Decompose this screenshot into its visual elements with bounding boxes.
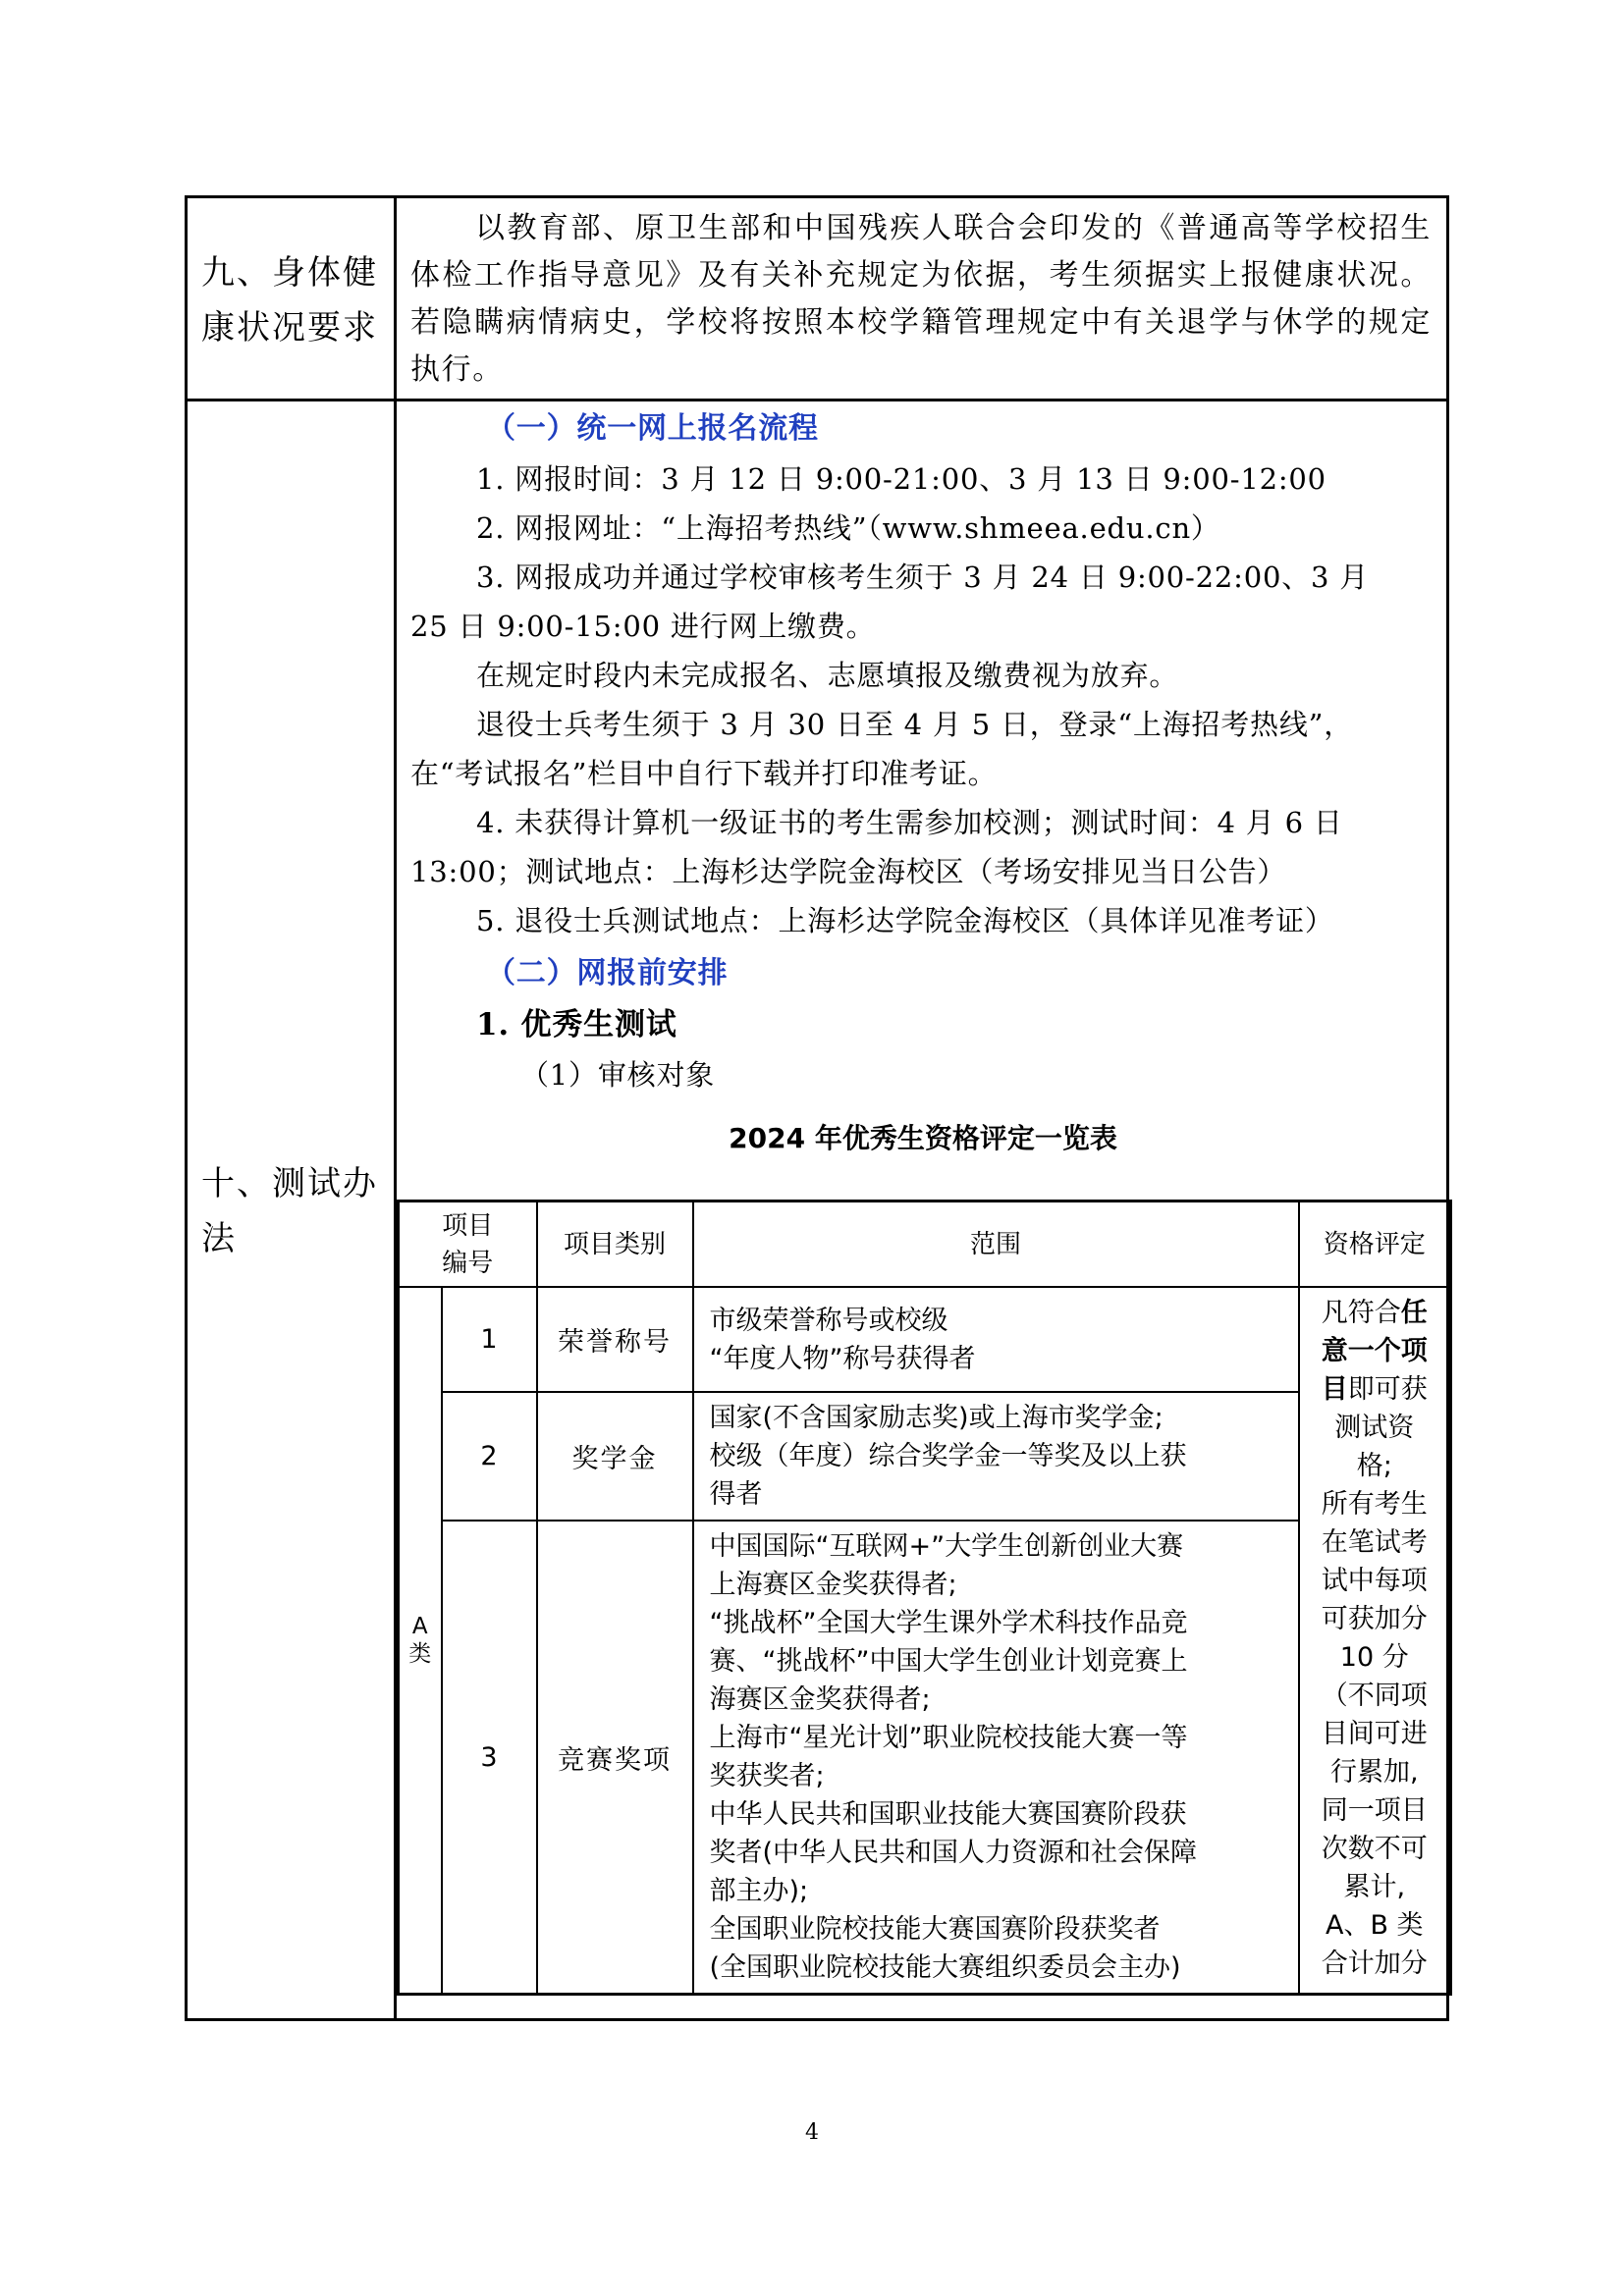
scope-line: 上海市“星光计划”职业院校技能大赛一等 [709, 1723, 1188, 1753]
scope-line: 市级荣誉称号或校级 [709, 1305, 948, 1336]
qualification-table [397, 1200, 1452, 1996]
header-text: 编号 [442, 1248, 494, 1278]
qualification-line [1300, 1332, 1450, 1370]
outer-table-row-divider [185, 399, 1449, 401]
scope-line: “年度人物”称号获得者 [709, 1343, 976, 1374]
section10-line: 13:00；测试地点：上海杉达学院金海校区（考场安排见当日公告） [410, 855, 1287, 888]
subsection-heading: （一）统一网上报名流程 [486, 411, 819, 446]
scope-line: 奖者(中华人民共和国人力资源和社会保障 [709, 1838, 1198, 1868]
header-scope: 范围 [693, 1201, 1299, 1288]
row-number: 3 [442, 1521, 537, 1995]
section10-label-line: 法 [201, 1219, 237, 1258]
section10-line: 4. 未获得计算机一级证书的考生需参加校测；测试时间：4 月 6 日 [476, 806, 1343, 839]
table-header-row [399, 1201, 1451, 1288]
section9-label-line: 康状况要求 [201, 308, 378, 347]
class-label-suffix: 类 [408, 1641, 432, 1667]
section10-line: 3. 网报成功并通过学校审核考生须于 3 月 24 日 9:00-22:00、3 月 [476, 561, 1370, 594]
qualification-line: 同一项目 [1321, 1795, 1428, 1826]
class-label: A [411, 1614, 428, 1639]
scope-line: 国家(不含国家励志奖)或上海市奖学金; [709, 1403, 1164, 1433]
section10-line: 5. 退役士兵测试地点：上海杉达学院金海校区（具体详见准考证） [476, 904, 1334, 937]
page-number: 4 [805, 2120, 819, 2145]
scope-line: 上海赛区金奖获得者; [709, 1570, 957, 1600]
qualification-line: A、B 类 [1325, 1910, 1424, 1941]
scope-line: 全国职业院校技能大赛国赛阶段获奖者 [709, 1914, 1161, 1945]
scope-line: 中华人民共和国职业技能大赛国赛阶段获 [709, 1799, 1187, 1830]
header-qualification: 资格评定 [1299, 1201, 1451, 1288]
qualification-line: 在笔试考 [1321, 1527, 1428, 1558]
qualification-line: 目间可进 [1321, 1719, 1428, 1749]
class-label-cell [399, 1287, 442, 1995]
row-category: 竞赛奖项 [537, 1521, 693, 1995]
scope-line: 校级（年度）综合奖学金一等奖及以上获 [709, 1441, 1187, 1471]
row-number: 1 [442, 1287, 537, 1392]
section10-line: （1）审核对象 [520, 1058, 716, 1092]
scope-line: “挑战杯”全国大学生课外学术科技作品竞 [709, 1608, 1188, 1638]
header-text: 项目 [442, 1210, 494, 1241]
qualification-line: 格; [1356, 1451, 1392, 1481]
qualification-line: 可获加分 [1321, 1604, 1428, 1634]
scope-line: 部主办); [709, 1876, 809, 1906]
section10-line: 在规定时段内未完成报名、志愿填报及缴费视为放弃。 [476, 659, 1179, 692]
row-scope [693, 1392, 1299, 1521]
qualification-line: 合计加分 [1321, 1949, 1428, 1979]
section10-label [201, 1156, 388, 1266]
scope-line: 得者 [709, 1479, 763, 1510]
section9-content [410, 205, 1432, 394]
qualification-line [1300, 1294, 1450, 1332]
table-title: 2024 年优秀生资格评定一览表 [729, 1122, 1117, 1154]
qualification-text: 凡符合 [1321, 1298, 1401, 1328]
scope-line: 奖获奖者; [709, 1761, 825, 1791]
scope-line: 海赛区金奖获得者; [709, 1684, 931, 1715]
section10-line: 25 日 9:00-15:00 进行网上缴费。 [410, 610, 876, 643]
qualification-line: （不同项 [1321, 1681, 1428, 1711]
section10-line: 2. 网报网址：“上海招考热线”（www.shmeea.edu.cn） [476, 511, 1220, 545]
qualification-line: 行累加, [1329, 1757, 1419, 1788]
section9-label-line: 九、身体健 [201, 253, 378, 293]
header-category: 项目类别 [537, 1201, 693, 1288]
table-row [399, 1521, 1451, 1995]
section10-line: 1. 网报时间：3 月 12 日 9:00-21:00、3 月 13 日 9:00-12:00 [476, 462, 1326, 496]
qualification-line: 次数不可 [1321, 1834, 1428, 1864]
row-scope [693, 1287, 1299, 1392]
qualification-line: 10 分 [1339, 1642, 1409, 1673]
qualification-emphasis: 任 [1400, 1298, 1428, 1328]
row-scope [693, 1521, 1299, 1995]
qualification-line: 所有考生 [1321, 1489, 1428, 1520]
qualification-text: 即可获 [1347, 1374, 1428, 1405]
scope-line: 赛、“挑战杯”中国大学生创业计划竞赛上 [709, 1646, 1188, 1677]
section9-label [201, 245, 388, 355]
qualification-line: 累计, [1343, 1872, 1406, 1902]
table-row [399, 1392, 1451, 1521]
qualification-line [1300, 1370, 1450, 1409]
subsection-heading: （二）网报前安排 [486, 956, 729, 990]
row-number: 2 [442, 1392, 537, 1521]
section10-label-line: 十、测试办 [201, 1164, 378, 1203]
scope-line: 中国国际“互联网+”大学生创新创业大赛 [709, 1531, 1184, 1562]
qualification-line: 测试资 [1334, 1413, 1415, 1443]
header-item-number [399, 1201, 537, 1288]
section10-line: 退役士兵考生须于 3 月 30 日至 4 月 5 日，登录“上海招考热线”， [476, 708, 1354, 741]
qualification-emphasis: 意一个项 [1321, 1336, 1428, 1366]
row-category: 奖学金 [537, 1392, 693, 1521]
subsubsection-heading: 1. 优秀生测试 [476, 1007, 677, 1042]
scope-line: (全国职业院校技能大赛组织委员会主办) [709, 1952, 1181, 1983]
section10-line: 在“考试报名”栏目中自行下载并打印准考证。 [410, 757, 998, 790]
row-category: 荣誉称号 [537, 1287, 693, 1392]
qualification-line: 试中每项 [1321, 1566, 1428, 1596]
qualification-emphasis: 目 [1321, 1374, 1348, 1405]
section9-paragraph: 以教育部、原卫生部和中国残疾人联合会印发的《普通高等学校招生体检工作指导意见》及有关补充规定为依据，考生须据实上报健康状况。若隐瞒病情病史，学校将按照本校学籍管理规定中有关退学与休学的规定执行。 [410, 211, 1432, 387]
table-row [399, 1287, 1451, 1392]
qualification-cell [1299, 1287, 1451, 1995]
